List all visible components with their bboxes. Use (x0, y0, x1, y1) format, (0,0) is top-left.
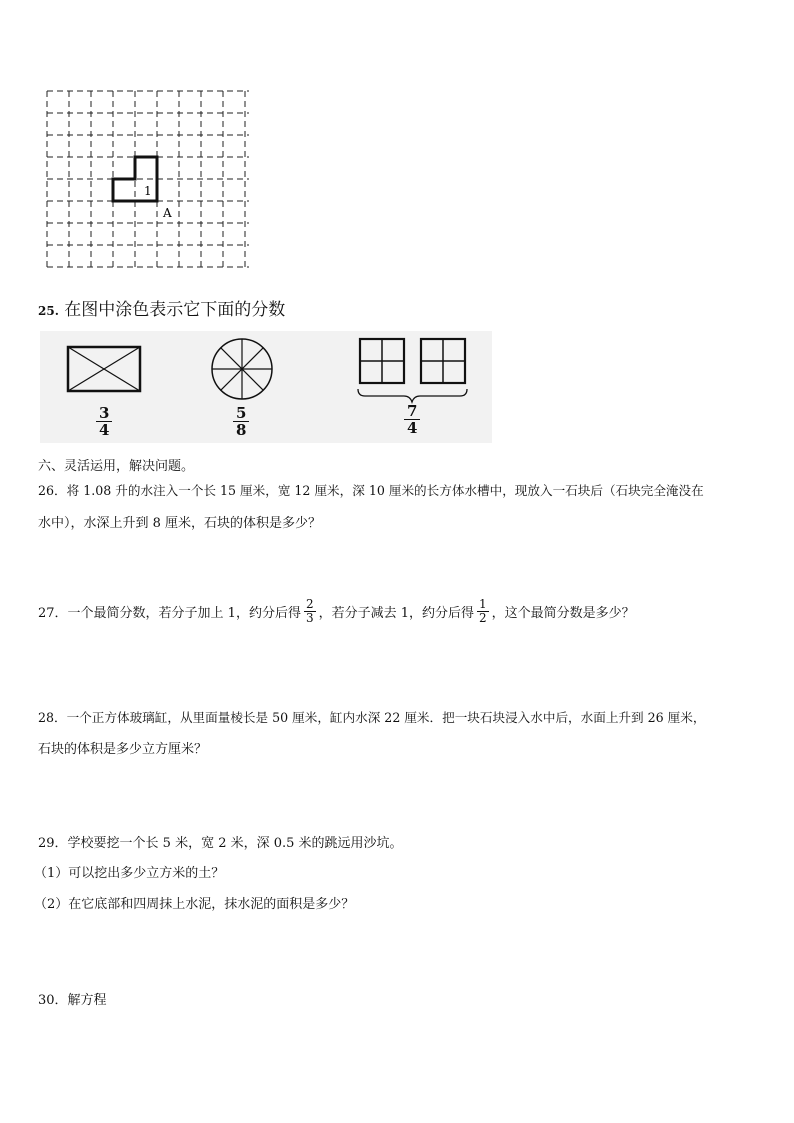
q28-line1: 28．一个正方体玻璃缸，从里面量棱长是 50 厘米，缸内水深 22 厘米．把一块石块浸入水中后，水面上升到 26 厘米， (38, 710, 706, 725)
shape-label-1: 1 (144, 184, 152, 198)
dashed-grid-figure (44, 88, 254, 274)
q27-part1: 27．一个最简分数，若分子加上 1，约分后得 (38, 606, 301, 621)
q25-number: 25. (38, 304, 59, 318)
q27-fraction-2-3: $\frac{2}{3}$ (305, 597, 314, 625)
section-6-heading: 六、灵活运用，解决问题。 (38, 459, 195, 474)
q27-part3: ，这个最简分数是多少？ (491, 606, 635, 621)
q29-line1: 29．学校要挖一个长 5 米，宽 2 米，深 0.5 米的跳远用沙坑。 (38, 836, 403, 851)
q25-text: 在图中涂色表示它下面的分数 (64, 300, 286, 320)
two-squares-four-parts (360, 339, 465, 383)
point-label-a: A (163, 206, 172, 220)
rectangle-with-diagonals (68, 347, 140, 391)
q30-title: 30．解方程 (38, 993, 107, 1008)
q25-figure-panel (40, 331, 492, 443)
q27-line (38, 598, 635, 625)
q26-line2: 水中），水深上升到 8 厘米，石块的体积是多少？ (38, 516, 322, 531)
q26-line1: 26．将 1.08 升的水注入一个长 15 厘米，宽 12 厘米，深 10 厘米的长方体水槽中，现放入一石块后（石块完全淹没在 (38, 483, 704, 498)
fraction-7-4: 7 4 (404, 403, 420, 436)
q28-line2: 石块的体积是多少立方厘米？ (38, 742, 208, 757)
q29-sub1: （1）可以挖出多少立方米的土？ (34, 866, 225, 881)
q27-part2: ，若分子减去 1，约分后得 (318, 606, 474, 621)
fraction-3-4: 3 4 (96, 405, 112, 438)
q25-title (38, 295, 285, 320)
q29-sub2: （2）在它底部和四周抹上水泥，抹水泥的面积是多少？ (34, 897, 355, 912)
q27-fraction-1-2: $\frac{1}{2}$ (479, 597, 487, 625)
circle-eight-parts (212, 339, 272, 399)
fraction-5-8: 5 8 (233, 405, 249, 438)
curly-brace (358, 389, 467, 402)
